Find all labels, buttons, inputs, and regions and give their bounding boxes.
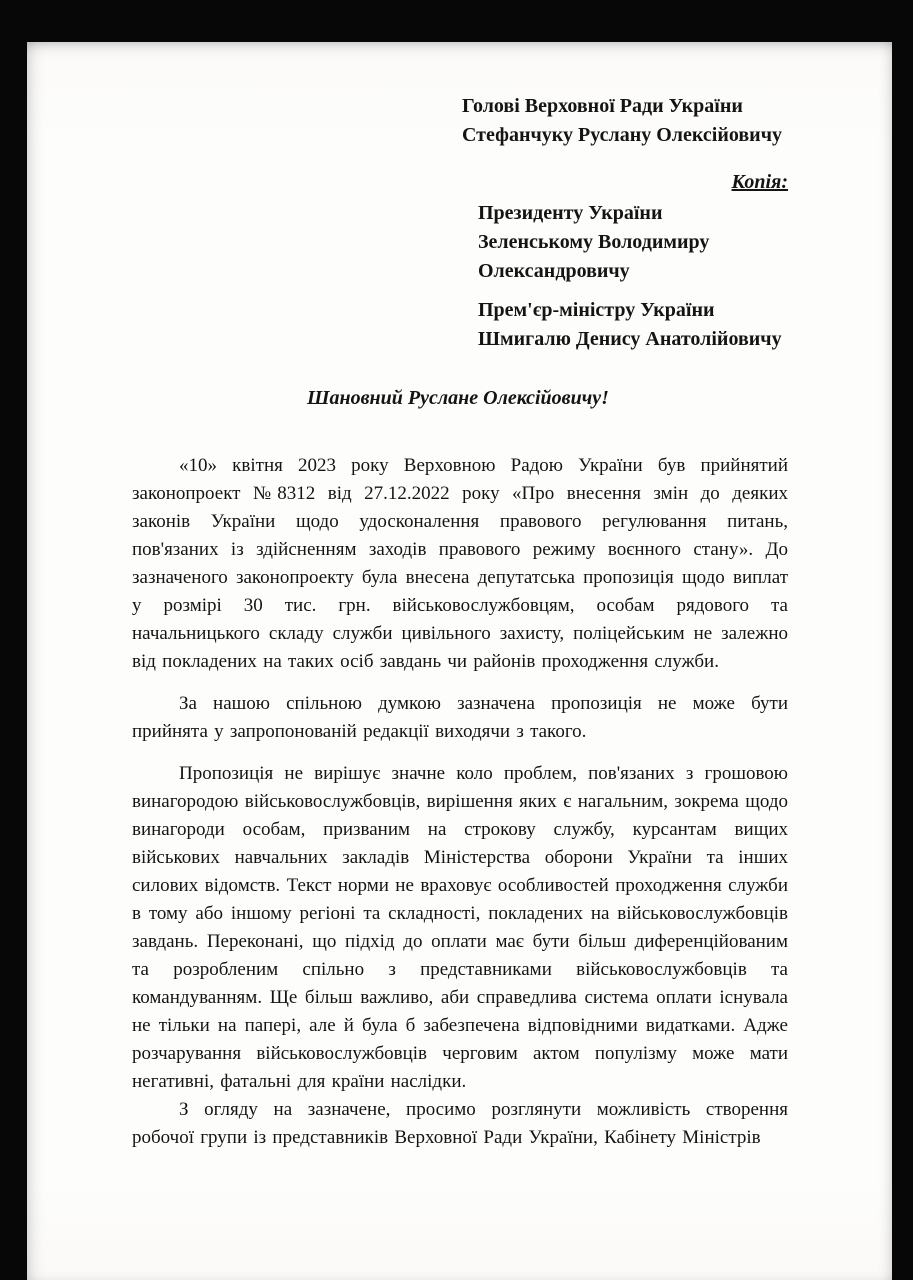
recipient-line: Голові Верховної Ради України bbox=[462, 95, 743, 117]
body-paragraph: З огляду на зазначене, просимо розглянути можливість створення робочої групи із представників Верховної Ради України, Кабінету Міністрів bbox=[132, 1099, 788, 1148]
recipient-line: Зеленському Володимиру bbox=[478, 231, 710, 253]
recipient-line: Стефанчуку Руслану Олексійовичу bbox=[462, 124, 782, 146]
recipient-line: Президенту України bbox=[478, 202, 663, 224]
recipient-line: Шмигалю Денису Анатолійовичу bbox=[478, 328, 782, 350]
scan-border-right bbox=[892, 0, 913, 1280]
address-section bbox=[462, 92, 788, 354]
body-paragraph: За нашою спільною думкою зазначена пропозиція не може бути прийнята у запропонованій редакції виходячи з такого. bbox=[132, 693, 788, 742]
copy-label: Копія: bbox=[731, 171, 788, 193]
salutation: Шановний Руслане Олексійовичу! bbox=[307, 387, 609, 409]
scan-border-left bbox=[0, 0, 27, 1280]
body-paragraph: «10» квітня 2023 року Верховною Радою України був прийнятий законопроект №8312 від 27.12.2022 року «Про внесення змін до деяких законів України щодо удосконалення правового регулювання питань, пов'язаних із здійсненням заходів правового режиму воєнного стану». До зазначеного законопроекту була внесена депутатська пропозиція щодо виплат у розмірі 30 тис. грн. військовослужбовцям, особам рядового та начальницького складу служби цивільного захисту, поліцейським не залежно від покладених на таких осіб завдань чи районів проходження служби. bbox=[132, 455, 788, 672]
scan-border-top bbox=[0, 0, 913, 42]
copy-recipient-block-prime-minister bbox=[478, 296, 788, 354]
copy-recipient-block-president bbox=[478, 199, 788, 286]
body-paragraph: Пропозиція не вирішує значне коло проблем, пов'язаних з грошовою винагородою військовослужбовців, вирішення яких є нагальним, зокрема щодо винагороди особам, призваним на строкову службу, курсантам вищих військових навчальних закладів Міністерства оборони України та інших силових відомств. Текст норми не враховує особливостей проходження служби в тому або іншому регіоні та складності, покладених на військовослужбовців завдань. Переконані, що підхід до оплати має бути більш диференційованим та розробленим спільно з представниками військовослужбовців та командуванням. Ще більш важливо, аби справедлива система оплати існувала не тільки на папері, але й була б забезпечена відповідними видатками. Адже розчарування військовослужбовців черговим актом популізму може мати негативні, фатальні для країни наслідки. bbox=[132, 763, 788, 1092]
letter-content bbox=[132, 92, 788, 1152]
recipient-line: Олександровичу bbox=[478, 260, 630, 282]
letter-body bbox=[132, 452, 788, 1152]
letter-page bbox=[27, 42, 892, 1280]
recipient-block-primary bbox=[462, 92, 788, 150]
recipient-line: Прем'єр-міністру України bbox=[478, 299, 715, 321]
